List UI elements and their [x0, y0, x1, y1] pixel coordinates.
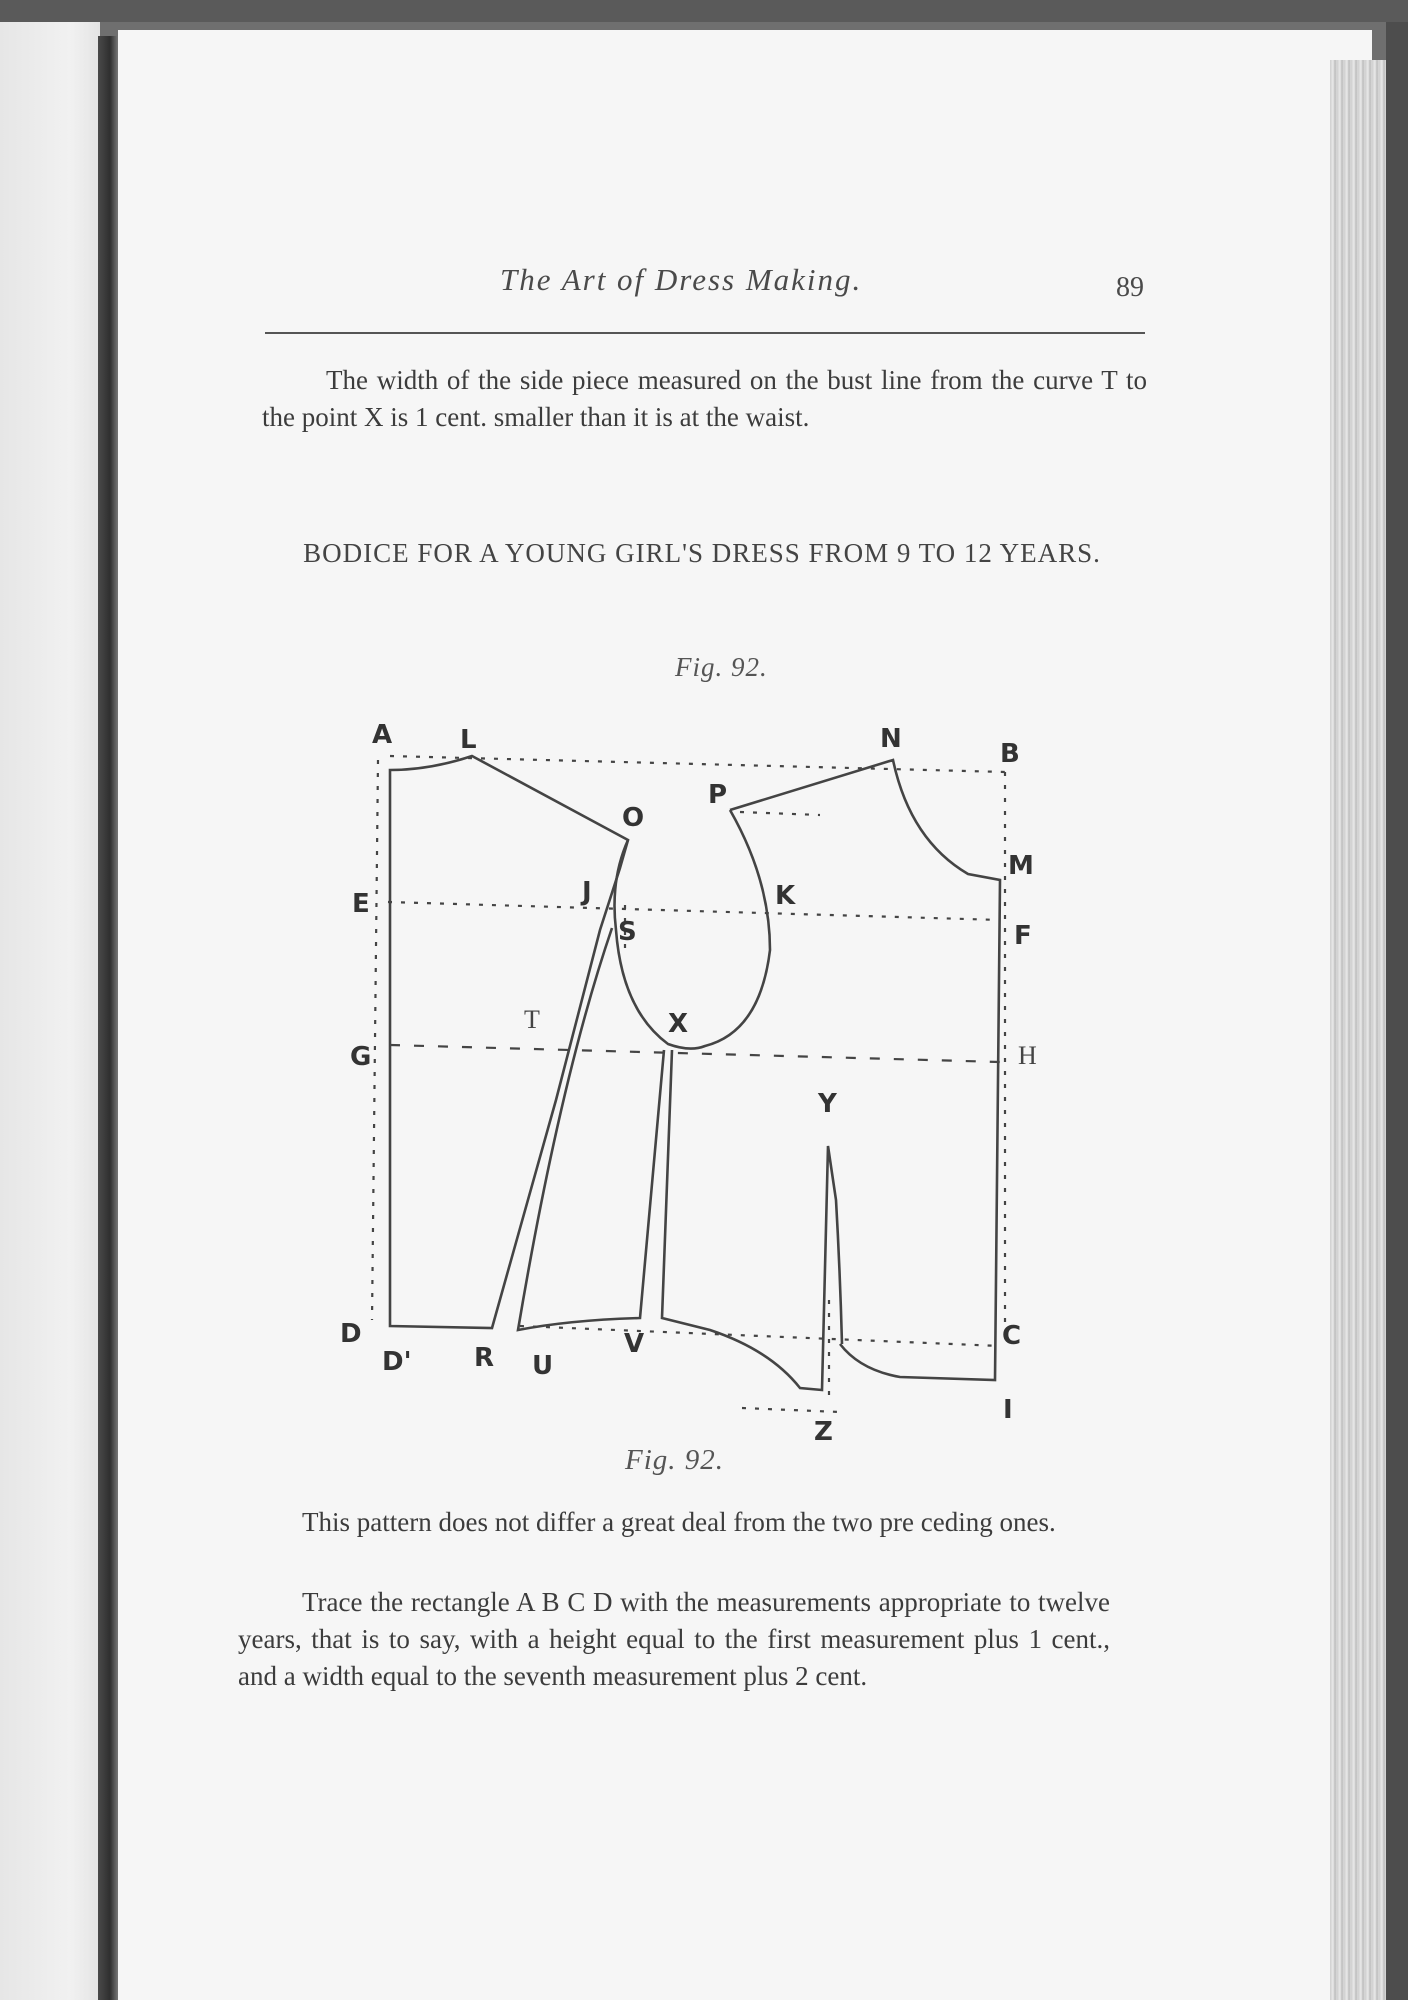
label-K: K [775, 881, 796, 911]
label-I: I [1003, 1395, 1013, 1425]
label-F: F [1014, 921, 1032, 951]
label-A: A [372, 720, 393, 750]
figure-caption-bottom: Fig. 92. [625, 1444, 725, 1476]
paragraph-pattern-comparison: This pattern does not differ a great deal from the two pre ceding ones. [302, 1507, 1056, 1537]
label-Y: Y [818, 1089, 837, 1119]
label-Z: Z [814, 1417, 833, 1447]
label-V: V [624, 1329, 645, 1359]
back-piece-outline [390, 756, 628, 1328]
paragraph-side-piece-width: The width of the side piece measured on the bust line from the curve T to the point X is 1 cent. smaller than it is at the waist. [262, 365, 1147, 432]
underarm-seam [662, 1050, 842, 1390]
running-title: The Art of Dress Making. [500, 262, 863, 297]
figure-caption-top: Fig. 92. [675, 652, 768, 682]
label-P: P [708, 780, 728, 810]
page-number: 89 [1116, 272, 1144, 303]
armhole-curve [615, 810, 771, 1049]
construction-lines [372, 756, 1005, 1412]
label-M: M [1008, 851, 1034, 881]
label-O: O [622, 803, 645, 833]
label-R: R [474, 1343, 495, 1373]
label-T: T [524, 1005, 540, 1034]
label-D: D [340, 1319, 362, 1349]
label-B: B [1000, 739, 1020, 769]
label-J: J [582, 877, 592, 907]
label-L: L [460, 725, 477, 755]
label-X: X [668, 1009, 689, 1039]
side-piece [518, 928, 664, 1330]
label-N: N [880, 724, 902, 754]
section-heading: BODICE FOR A YOUNG GIRL'S DRESS FROM 9 TO 12 YEARS. [303, 538, 1101, 568]
label-U: U [532, 1351, 554, 1381]
front-shoulder [730, 760, 1000, 1380]
label-C: C [1002, 1321, 1022, 1351]
label-D-prime: D' [382, 1347, 412, 1377]
label-E: E [352, 889, 370, 919]
label-H: H [1018, 1041, 1037, 1070]
label-S: S [618, 917, 637, 947]
label-G: G [350, 1042, 372, 1072]
paragraph-trace-rectangle: Trace the rectangle A B C D with the measurements appropriate to twelve years, that is to say, with a height equal to the first measurement plus 1 cent., and a width equal to the seventh measurement plus 2 cent. [238, 1587, 1110, 1691]
